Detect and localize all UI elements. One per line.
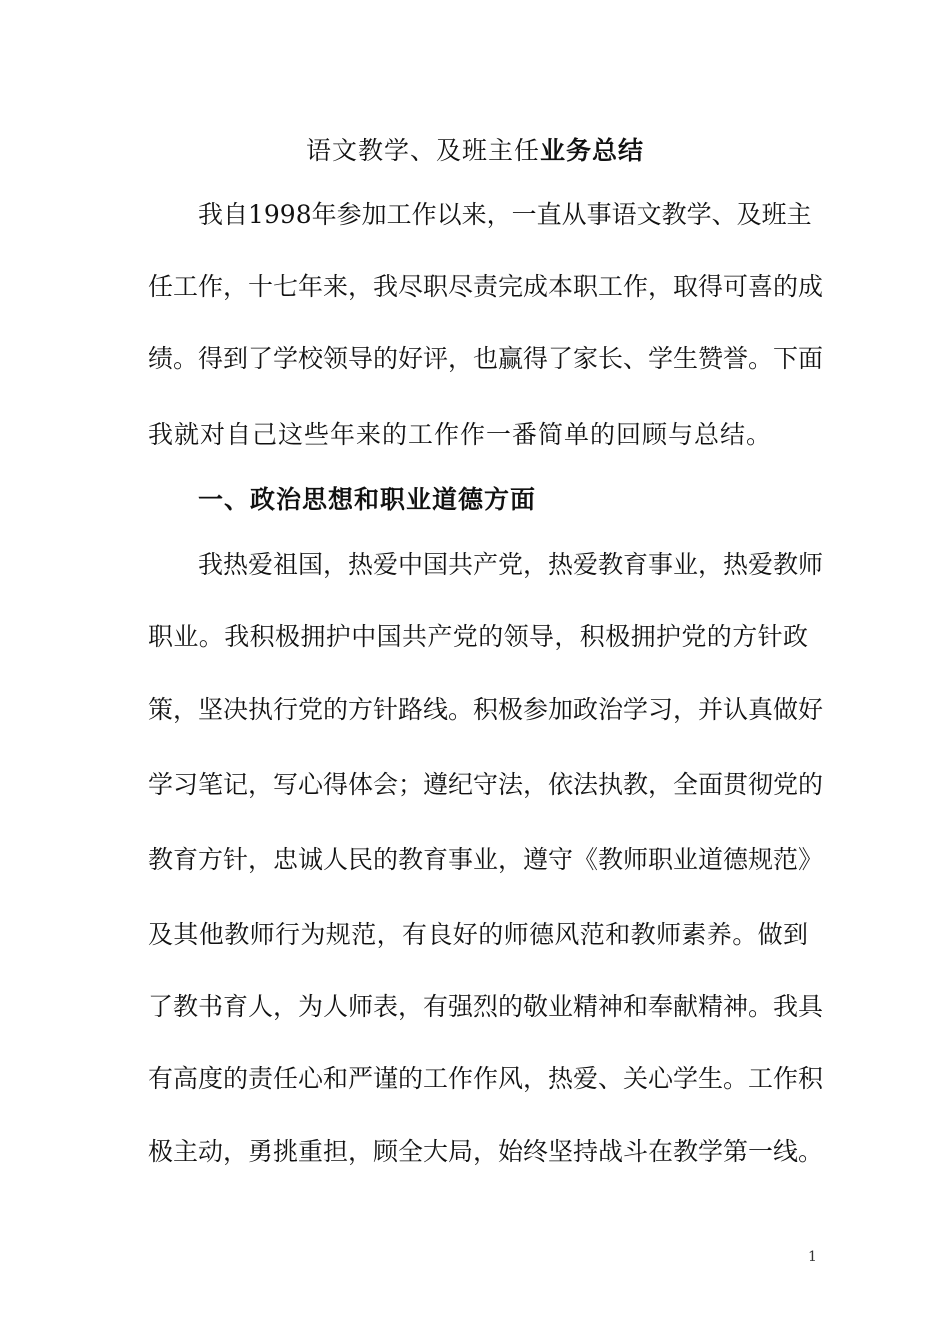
page-number: 1 <box>808 1249 817 1265</box>
paragraph-line: 职业。我积极拥护中国共产党的领导，积极拥护党的方针政 <box>148 622 808 651</box>
paragraph-line: 任工作，十七年来，我尽职尽责完成本职工作，取得可喜的成 <box>148 272 824 301</box>
paragraph-line: 我热爱祖国，热爱中国共产党，热爱教育事业，热爱教师 <box>198 550 824 579</box>
paragraph-line: 学习笔记，写心得体会；遵纪守法，依法执教，全面贯彻党的 <box>148 770 824 799</box>
paragraph-line: 绩。得到了学校领导的好评，也赢得了家长、学生赞誉。下面 <box>148 344 824 373</box>
section-heading: 一、政治思想和职业道德方面 <box>198 485 537 514</box>
title-bold-text: 业务总结 <box>540 136 645 165</box>
paragraph-line: 我自1998年参加工作以来，一直从事语文教学、及班主 <box>198 200 812 229</box>
document-title <box>0 133 950 169</box>
paragraph-line: 了教书育人，为人师表，有强烈的敬业精神和奉献精神。我具 <box>148 992 824 1021</box>
paragraph-line: 极主动，勇挑重担，顾全大局，始终坚持战斗在教学第一线。 <box>148 1137 824 1166</box>
paragraph-line: 策，坚决执行党的方针路线。积极参加政治学习，并认真做好 <box>148 695 824 724</box>
paragraph-line: 及其他教师行为规范，有良好的师德风范和教师素养。做到 <box>148 920 808 949</box>
paragraph-line: 有高度的责任心和严谨的工作作风，热爱、关心学生。工作积 <box>148 1064 824 1093</box>
paragraph-line: 我就对自己这些年来的工作作一番简单的回顾与总结。 <box>148 420 773 449</box>
title-normal-text: 语文教学、及班主任 <box>305 136 540 165</box>
paragraph-line: 教育方针，忠诚人民的教育事业，遵守《教师职业道德规范》 <box>148 845 824 874</box>
